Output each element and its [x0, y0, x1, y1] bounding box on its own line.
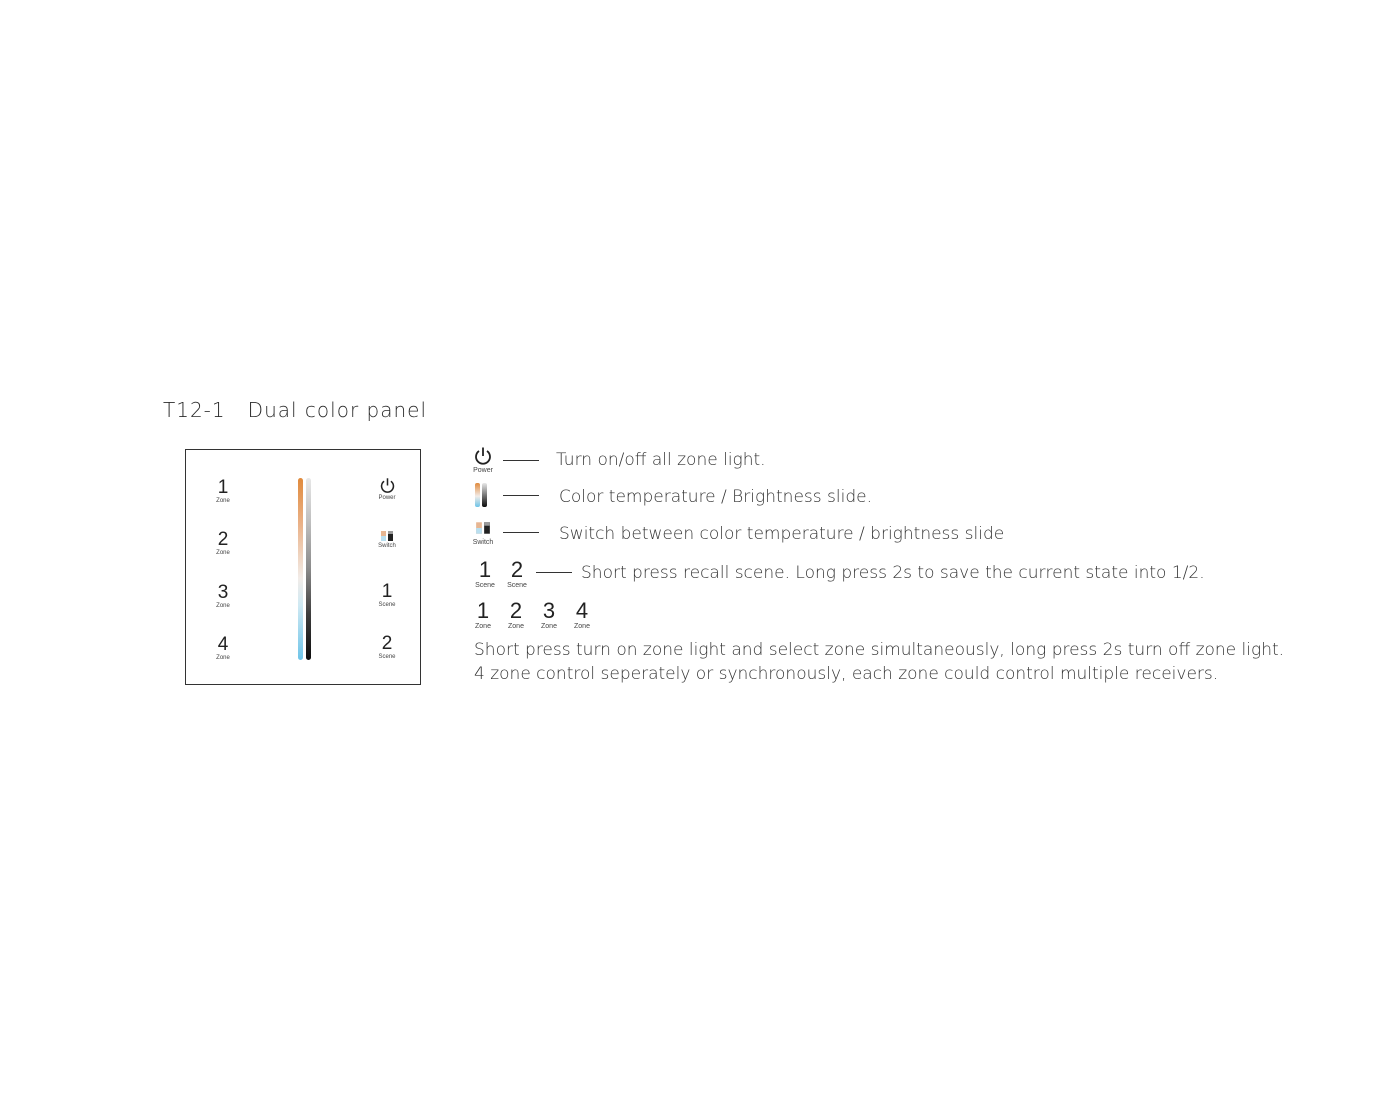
legend-zone-2 [501, 600, 531, 631]
zone-label: Zone [216, 498, 230, 504]
panel-switch-button[interactable] [362, 530, 412, 550]
zone-number: 2 [217, 529, 229, 550]
zone-number: 4 [575, 598, 589, 623]
legend-scene-1 [470, 559, 500, 590]
switch-label: Switch [472, 539, 494, 546]
panel-scene-2-button[interactable] [362, 634, 412, 661]
power-description: Turn on/off all zone light. [556, 450, 766, 470]
switch-icon [475, 521, 491, 535]
zone-label: Zone [216, 550, 230, 556]
scene-number: 1 [381, 581, 393, 602]
power-icon [473, 446, 493, 466]
zone-label: Zone [216, 655, 230, 661]
scene-label: Scene [378, 654, 396, 660]
switch-label: Switch [378, 543, 396, 549]
panel-diagram [185, 449, 421, 685]
zone-number: 2 [509, 598, 523, 623]
scene-label: Scene [378, 602, 396, 608]
panel-zone-2-button[interactable] [198, 530, 248, 557]
legend-zone-1 [468, 600, 498, 631]
brightness-slider[interactable] [306, 478, 311, 660]
zone-number: 3 [217, 582, 229, 603]
power-icon [379, 477, 396, 494]
zone-label: Zone [508, 623, 524, 630]
scene-number: 2 [510, 557, 524, 582]
scene-number: 1 [478, 557, 492, 582]
zone-number: 4 [217, 634, 229, 655]
panel-zone-3-button[interactable] [198, 583, 248, 610]
power-label: Power [378, 495, 396, 501]
scene-number: 2 [381, 633, 393, 654]
divider-line [503, 532, 539, 533]
scene-label: Scene [475, 582, 495, 589]
legend-zone-3 [534, 600, 564, 631]
legend-scene-2 [502, 559, 532, 590]
zone-label: Zone [541, 623, 557, 630]
zones-description-line-2: 4 zone control seperately or synchronously, each zone could control multiple receivers. [474, 664, 1219, 684]
zone-number: 1 [217, 477, 229, 498]
divider-line [503, 495, 539, 496]
zones-description-line-1: Short press turn on zone light and select zone simultaneously, long press 2s turn off zone light. [474, 640, 1285, 660]
legend-zone-4 [567, 600, 597, 631]
scene-label: Scene [507, 582, 527, 589]
switch-description: Switch between color temperature / brightness slide [559, 524, 1005, 544]
zone-number: 3 [542, 598, 556, 623]
color-temperature-slider[interactable] [298, 478, 303, 660]
switch-icon [380, 530, 394, 542]
scenes-description: Short press recall scene. Long press 2s to save the current state into 1/2. [581, 563, 1205, 583]
divider-line [536, 572, 572, 573]
slide-description: Color temperature / Brightness slide. [559, 487, 872, 507]
zone-label: Zone [475, 623, 491, 630]
panel-power-button[interactable] [362, 477, 412, 502]
zone-label: Zone [574, 623, 590, 630]
divider-line [503, 460, 539, 461]
zone-number: 1 [476, 598, 490, 623]
zone-label: Zone [216, 603, 230, 609]
slide-icon [475, 483, 489, 507]
power-label: Power [473, 467, 493, 474]
legend-switch [468, 521, 498, 547]
page-title: T12-1 Dual color panel [163, 398, 428, 422]
panel-scene-1-button[interactable] [362, 582, 412, 609]
legend-power [468, 446, 498, 475]
panel-zone-4-button[interactable] [198, 635, 248, 662]
panel-zone-1-button[interactable] [198, 478, 248, 505]
